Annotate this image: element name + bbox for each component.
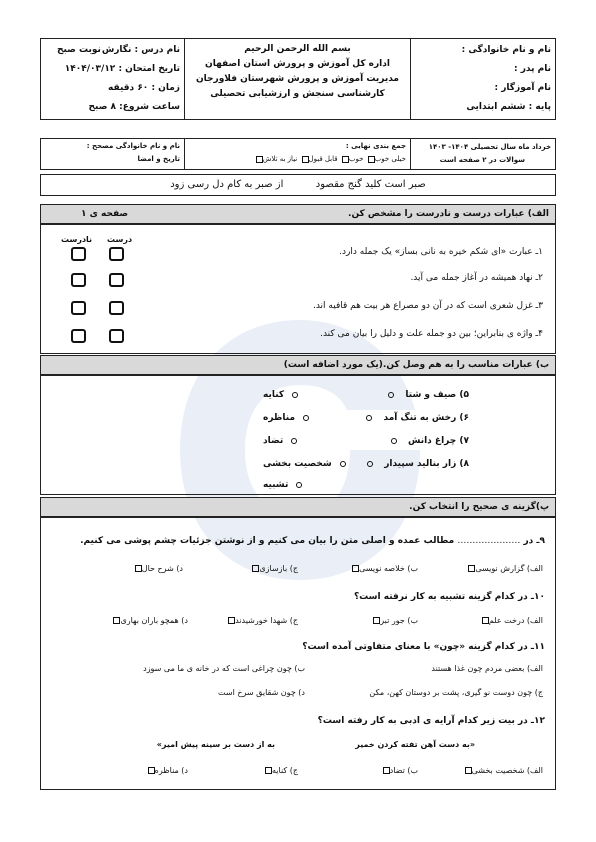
q12-option-c[interactable]: ج) کنایه (263, 766, 298, 775)
q12-verse-1: «به دست آهن تفته کردن خمیر (355, 740, 475, 749)
exam-duration: زمان : ۶۰ دقیقه (108, 83, 180, 93)
year-cell (410, 139, 555, 169)
header-student-col (410, 39, 555, 119)
match-right-simile: تشبیه (263, 480, 302, 490)
shift-label: نوبت صبح (57, 45, 101, 55)
question-11: ۱۱ـ در کدام گزینه «چون» با معنای متفاوتی آمده است؟ (302, 642, 545, 652)
false-checkbox-3[interactable] (71, 301, 86, 315)
match-dot-kenaye[interactable] (292, 392, 298, 398)
match-right-debate: مناظره (263, 413, 309, 423)
question-12: ۱۲ـ در بیت زیر کدام آرایه ی ادبی به کار رفته است؟ (317, 716, 545, 726)
teacher-label: نام آموزگار : (494, 83, 551, 93)
q10-option-a[interactable]: الف) درخت علم (480, 616, 543, 625)
q12-option-a[interactable]: الف) شخصیت بخشی (463, 766, 543, 775)
final-grade-cell (184, 139, 410, 169)
statement-4: ۴ـ واژه ی بنابراین؛ بین دو جمله علت و دلیل را بیان می کند. (320, 329, 543, 339)
section-b-header (40, 355, 556, 375)
level-acceptable[interactable]: قابل قبول (300, 155, 338, 163)
school-year: خرداد ماه سال تحصیلی ۱۴۰۴- ۱۴۰۳ (428, 143, 551, 151)
grade-label: پایه : ششم ابتدایی (466, 102, 551, 112)
true-checkbox-1[interactable] (109, 247, 124, 261)
father-name-label: نام پدر : (514, 64, 551, 74)
org-line-1: اداره کل آموزش و پرورش استان اصفهان (205, 59, 390, 69)
checkbox-good[interactable] (342, 156, 349, 163)
q10-option-b[interactable]: ب) جور تبر (371, 616, 418, 625)
final-grade-label: جمع بندی نهایی : (345, 142, 406, 150)
checkbox-acceptable[interactable] (302, 156, 309, 163)
date-sign-label: تاریخ و امضا (137, 155, 180, 163)
q12-checkbox-d[interactable] (148, 767, 155, 774)
match-right-irony: کنایه (263, 390, 298, 400)
q10-option-c[interactable]: ج) شهدا خورشیدند (226, 616, 298, 625)
student-name-label: نام و نام خانوادگی : (461, 45, 551, 55)
q11-option-c[interactable]: ج) چون دوست نو گیری، پشت بر دوستان کهن، مکن (369, 688, 543, 697)
question-10: ۱۰ـ در کدام گزینه تشبیه به کار نرفته است؟ (353, 592, 545, 602)
bismillah: بسم الله الرحمن الرحیم (244, 44, 351, 54)
match-right-contrast: تضاد (263, 436, 297, 446)
section-c-title: پ)گزینه ی صحیح را انتخاب کن. (409, 502, 549, 512)
corrector-cell (41, 139, 184, 169)
true-header: درست (107, 235, 133, 244)
q11-option-a[interactable]: الف) بعضی مردم چون غذا هستند (431, 664, 543, 673)
section-a-body (40, 224, 556, 354)
proverb-box (40, 174, 556, 196)
match-dot-monazere[interactable] (303, 415, 309, 421)
match-left-7: ۷) چراغ دانش (391, 436, 469, 446)
statement-1: ۱ـ عبارت «ای شکم خیره به نانی بساز» یک جمله دارد. (339, 247, 543, 257)
checkbox-needs-effort[interactable] (256, 156, 263, 163)
level-very-good[interactable]: خیلی خوب (366, 155, 406, 163)
q9-blank[interactable]: ………………… (457, 536, 521, 546)
corrector-label: نام و نام خانوادگی مصحح : (86, 142, 180, 150)
header-center-col (184, 39, 410, 119)
q11-option-d[interactable]: د) چون شقایق سرخ است (218, 688, 305, 697)
level-good[interactable]: خوب (340, 155, 364, 163)
grading-row (40, 138, 556, 170)
true-checkbox-3[interactable] (109, 301, 124, 315)
match-dot-shakhsiat[interactable] (340, 461, 346, 467)
q10-option-d[interactable]: د) همچو باران بهاری (111, 616, 188, 625)
org-line-3: کارشناسی سنجش و ارزشیابی تحصیلی (210, 89, 385, 99)
false-checkbox-2[interactable] (71, 273, 86, 287)
section-a-header (40, 204, 556, 224)
checkbox-very-good[interactable] (368, 156, 375, 163)
true-checkbox-4[interactable] (109, 329, 124, 343)
false-header: نادرست (61, 235, 93, 244)
q9-option-a[interactable]: الف) گزارش نویسی (466, 564, 543, 573)
section-b-title: ب) عبارات مناسب را به هم وصل کن.(یک مورد اضافه است) (283, 360, 549, 370)
section-c-body (40, 517, 556, 790)
match-dot-5[interactable] (388, 392, 394, 398)
q12-checkbox-b[interactable] (383, 767, 390, 774)
q12-checkbox-c[interactable] (265, 767, 272, 774)
q9-option-b[interactable]: ب) خلاصه نویسی (350, 564, 418, 573)
match-left-5: ۵) صیف و شتا (388, 390, 469, 400)
match-left-8: ۸) زار بنالید سپیدار (367, 459, 469, 469)
q12-verse-2: به از دست بر سینه پیش امیر» (156, 740, 275, 749)
subject-label: نام درس : نگارش (101, 45, 180, 55)
section-c-header (40, 497, 556, 517)
section-a-title: الف) عبارات درست و نادرست را مشخص کن. (348, 209, 549, 219)
match-left-6: ۶) رخش به تنگ آمد (366, 413, 469, 423)
header-exam-col (41, 39, 184, 119)
page-number: صفحه ی ۱ (81, 209, 129, 219)
level-needs-effort[interactable]: نیاز به تلاش (254, 155, 297, 163)
section-b-body (40, 375, 556, 495)
grade-levels (254, 155, 406, 163)
match-right-personification: شخصیت بخشی (263, 459, 346, 469)
match-dot-7[interactable] (391, 438, 397, 444)
match-dot-tazad[interactable] (291, 438, 297, 444)
q9-checkbox-b[interactable] (352, 565, 359, 572)
match-dot-6[interactable] (366, 415, 372, 421)
exam-date: تاریخ امتحان : ۱۴۰۴/۰۳/۱۲ (64, 64, 180, 74)
org-line-2: مدیریت آموزش و پرورش شهرستان فلاورجان (195, 74, 399, 84)
proverb-part-2: از صبر به کام دل رسی زود (170, 179, 284, 190)
q12-option-d[interactable]: د) مناظره (146, 766, 188, 775)
start-time: ساعت شروع: ۸ صبح (88, 102, 180, 112)
q11-option-b[interactable]: ب) چون چراغی است که در خانه ی ما می سوزد (143, 664, 305, 673)
q10-checkbox-a[interactable] (482, 617, 489, 624)
pages-note: سوالات در ۲ صفحه است (439, 156, 525, 164)
false-checkbox-1[interactable] (71, 247, 86, 261)
statement-3: ۳ـ غزل شعری است که در آن دو مصراع هر بیت هم قافیه اند. (312, 301, 543, 311)
statement-2: ۲ـ نهاد همیشه در آغاز جمله می آید. (410, 273, 543, 283)
false-checkbox-4[interactable] (71, 329, 86, 343)
header-table (40, 38, 556, 120)
proverb-part-1: صبر است کلید گنج مقصود (315, 179, 426, 190)
q9-option-d[interactable]: د) شرح حال (133, 564, 183, 573)
q12-checkbox-a[interactable] (465, 767, 472, 774)
q12-option-b[interactable]: ب) تضاد (381, 766, 418, 775)
true-checkbox-2[interactable] (109, 273, 124, 287)
match-dot-8[interactable] (367, 461, 373, 467)
match-dot-tashbih[interactable] (296, 482, 302, 488)
q9-checkbox-d[interactable] (135, 565, 142, 572)
question-9: ۹ـ در ………………… مطالب عمده و اصلی متن را بیان می کنیم و از نوشتن جزئیات چشم پوشی می کنیم. (80, 536, 545, 546)
q9-option-c[interactable]: ج) بازسازی (250, 564, 298, 573)
